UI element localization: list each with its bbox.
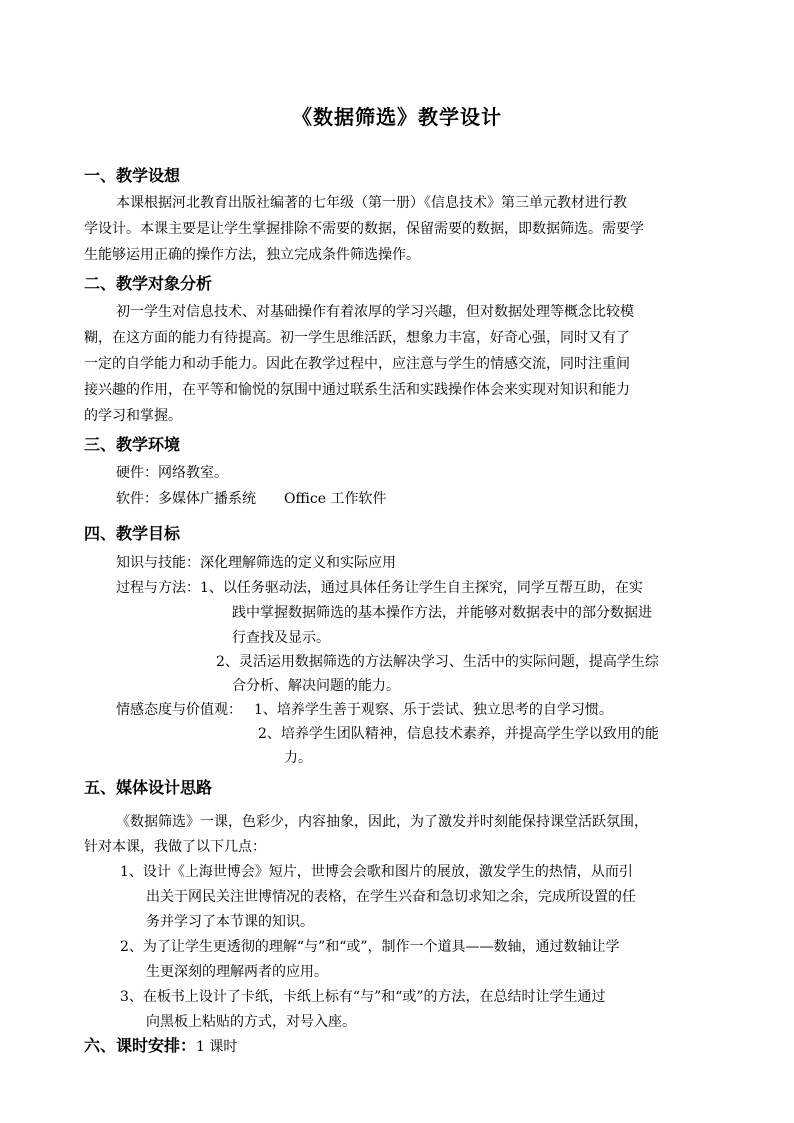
- process-item-2-line: 2、灵活运用数据筛选的方法解决学习、生活中的实际问题，提高学生综: [216, 654, 659, 670]
- design-item-3-line: 向黑板上粘贴的方式，对号入座。: [146, 1014, 356, 1030]
- paragraph-line: 学设计。本课主要是让学生掌握排除不需要的数据，保留需要的数据，即数据筛选。需要学: [84, 221, 644, 237]
- emotion-value-label: 情感态度与价值观：: [116, 702, 242, 718]
- emotion-item-2-line: 2、培养学生团队精神，信息技术素养，并提高学生学以致用的能: [258, 726, 659, 742]
- process-item-1-line: 行查找及显示。: [232, 630, 330, 646]
- document-title: 《数据筛选》教学设计: [292, 105, 502, 129]
- paragraph-line: 针对本课，我做了以下几点：: [84, 839, 266, 855]
- paragraph-line: 初一学生对信息技术、对基础操作有着浓厚的学习兴趣，但对数据处理等概念比较模: [116, 304, 634, 320]
- paragraph-line: 本课根据河北教育出版社编著的七年级（第一册）《信息技术》第三单元教材进行教: [116, 195, 627, 211]
- section-heading-5: 五、媒体设计思路: [84, 778, 213, 797]
- paragraph-line: 一定的自学能力和动手能力。因此在教学过程中，应注意与学生的情感交流，同时注重间: [84, 356, 630, 372]
- design-item-2-line: 2、为了让学生更透彻的理解“与”和“或”，制作一个道具——数轴，通过数轴让学: [120, 939, 620, 955]
- emotion-item-2-line: 力。: [284, 750, 312, 766]
- paragraph-line: 的学习和掌握。: [84, 408, 182, 424]
- paragraph-line: 接兴趣的作用，在平等和愉悦的氛围中通过联系生活和实践操作体会来实现对知识和能力: [84, 382, 630, 398]
- process-item-1-line: 1、以任务驱动法，通过具体任务让学生自主探究，同学互帮互助，在实: [200, 580, 643, 596]
- design-item-1-line: 出关于网民关注世博情况的表格，在学生兴奋和急切求知之余，完成所设置的任: [146, 889, 636, 905]
- design-item-1-line: 1、设计《上海世博会》短片，世博会会歌和图片的展放，激发学生的热情，从而引: [120, 864, 633, 880]
- schedule-label: 六、课时安排：: [84, 1036, 197, 1055]
- paragraph-line: 生能够运用正确的操作方法，独立完成条件筛选操作。: [84, 247, 420, 263]
- design-item-2-line: 生更深刻的理解两者的应用。: [146, 964, 328, 980]
- process-item-1-line: 践中掌握数据筛选的基本操作方法，并能够对数据表中的部分数据进: [232, 605, 652, 621]
- hardware-line: 硬件：网络教室。: [116, 465, 228, 481]
- section-heading-6: [84, 1033, 237, 1056]
- process-method-label: 过程与方法：: [116, 580, 200, 596]
- paragraph-line: 糊，在这方面的能力有待提高。初一学生思维活跃，想象力丰富，好奇心强，同时又有了: [84, 330, 630, 346]
- section-heading-1: 一、教学设想: [84, 166, 181, 185]
- schedule-value: 1 课时: [196, 1039, 238, 1055]
- knowledge-skill-line: 知识与技能：深化理解筛选的定义和实际应用: [116, 555, 396, 571]
- process-item-2-line: 合分析、解决问题的能力。: [232, 678, 400, 694]
- paragraph-line: 《数据筛选》一课，色彩少，内容抽象，因此，为了激发并时刻能保持课堂活跃氛围，: [116, 814, 648, 830]
- emotion-item-1: 1、培养学生善于观察、乐于尝试、独立思考的自学习惯。: [254, 702, 613, 718]
- software-line: 软件：多媒体广播系统 Office 工作软件: [116, 491, 387, 507]
- design-item-3-line: 3、在板书上设计了卡纸，卡纸上标有“与”和“或”的方法，在总结时让学生通过: [120, 989, 606, 1005]
- section-heading-3: 三、教学环境: [84, 435, 181, 454]
- design-item-1-line: 务并学习了本节课的知识。: [146, 914, 314, 930]
- section-heading-4: 四、教学目标: [84, 524, 181, 543]
- section-heading-2: 二、教学对象分析: [84, 274, 213, 293]
